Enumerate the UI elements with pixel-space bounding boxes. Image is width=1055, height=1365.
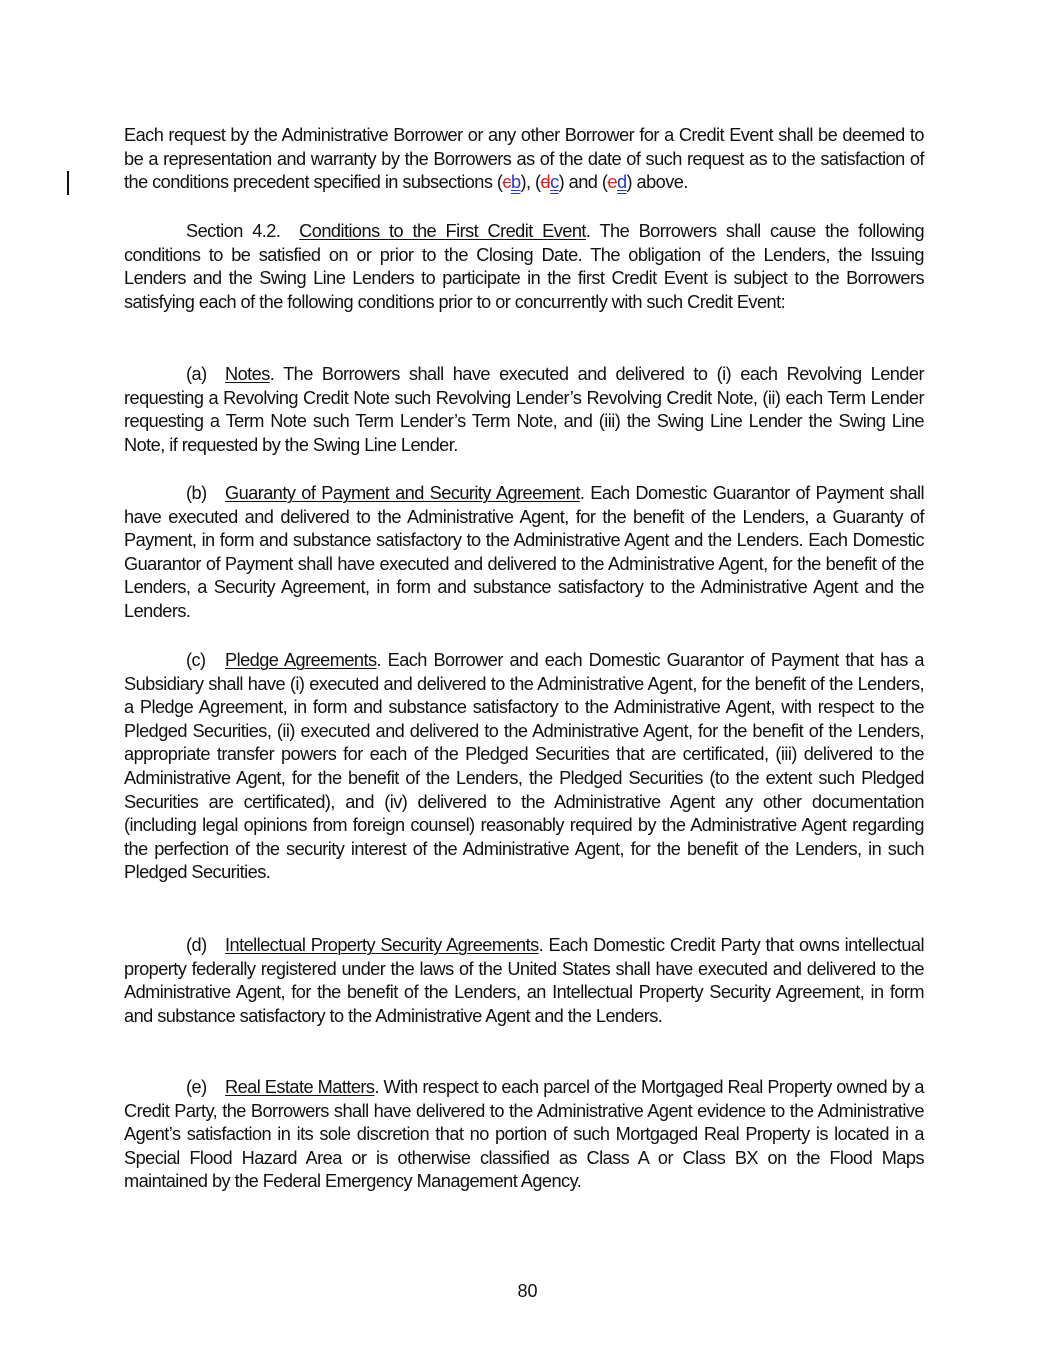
subsection-body: . With respect to each parcel of the Mortgaged Real Property owned by a Credit Party, the Borrowers shall have delivered to the Administrative Agent evidence to the Administrative Agent’s satisfaction in its sole discretion that no portion of such Mortgaged Real Property is located in a Special Flood Hazard Area or is otherwise classified as Class A or Class BX on the Flood Maps maintained by the Federal Emergency Management Agency.	[124, 1077, 924, 1192]
subsection-heading: Real Estate Matters	[225, 1077, 375, 1097]
subsection-body: . Each Domestic Credit Party that owns intellectual property federally registered under the laws of the United States shall have executed and delivered to the Administrative Agent, for the benefit of the Lenders, an Intellectual Property Security Agreement, in form and substance satisfactory to the Administrative Agent and the Lenders.	[124, 935, 924, 1026]
revision-change-bar	[67, 171, 69, 195]
intro-text: ), (	[520, 172, 541, 193]
subsection-heading: Intellectual Property Security Agreements	[225, 935, 539, 955]
subsection-heading: Notes	[225, 364, 270, 384]
deleted-text: e	[607, 172, 617, 193]
intro-text: ) and (	[558, 172, 608, 193]
page-number: 80	[517, 1281, 538, 1301]
intro-paragraph	[124, 124, 924, 195]
section-title: Conditions to the First Credit Event	[299, 221, 586, 241]
intro-text: ) above.	[626, 172, 688, 193]
subsection-body: . Each Domestic Guarantor of Payment shall have executed and delivered to the Administrative Agent, for the benefit of the Lenders, a Guaranty of Payment, in form and substance satisfactory to the Administrative Agent and the Lenders. Each Domestic Guarantor of Payment shall have executed and delivered to the Administrative Agent, for the benefit of the Lenders, a Security Agreement, in form and substance satisfactory to the Administrative Agent and the Lenders.	[124, 483, 924, 621]
subsection-label: (a)	[186, 364, 207, 384]
subsection-label: (d)	[186, 935, 207, 955]
section-number: Section 4.2.	[186, 221, 281, 241]
subsection-label: (c)	[186, 650, 206, 670]
section-body: The Borrowers shall cause the following conditions to be satisfied on or prior to the Closing Date. The obligation of the Lenders, the Issuing Lenders and the Swing Line Lenders to participate in the first Credit Event is subject to the Borrowers satisfying each of the following conditions prior to or concurrently with such Credit Event:	[124, 221, 925, 312]
subsection-e	[124, 1076, 924, 1194]
deleted-text: c	[502, 172, 511, 193]
subsection-c	[124, 649, 924, 885]
inserted-text: b	[510, 172, 521, 193]
subsection-body: . The Borrowers shall have executed and delivered to (i) each Revolving Lender requesting a Revolving Credit Note such Revolving Lender’s Revolving Credit Note, (ii) each Term Lender requesting a Term Note such Term Lender’s Term Note, and (iii) the Swing Line Lender the Swing Line Note, if requested by the Swing Line Lender.	[124, 364, 924, 455]
subsection-label: (b)	[186, 483, 207, 503]
section-4-2-paragraph	[124, 220, 924, 314]
subsection-heading: Pledge Agreements	[225, 650, 377, 670]
intro-text: Each request by the Administrative Borrower or any other Borrower for a Credit Event shall be deemed to be a representation and warranty by the Borrowers as of the date of such request as to the satisfaction of the conditions precedent specified in subsections (	[124, 125, 924, 193]
section-title-punct: .	[585, 221, 591, 241]
deleted-text: d	[540, 172, 551, 193]
subsection-b	[124, 482, 924, 624]
inserted-text: c	[550, 172, 559, 193]
subsection-label: (e)	[186, 1077, 207, 1097]
subsection-a	[124, 363, 924, 457]
subsection-body: . Each Borrower and each Domestic Guarantor of Payment that has a Subsidiary shall have (i) executed and delivered to the Administrative Agent, for the benefit of the Lenders, a Pledge Agreement, in form and substance satisfactory to the Administrative Agent, with respect to the Pledged Securities, (ii) executed and delivered to the Administrative Agent, for the benefit of the Lenders, appropriate transfer powers for each of the Pledged Securities that are certificated, (iii) delivered to the Administrative Agent, for the benefit of the Lenders, the Pledged Securities (to the extent such Pledged Securities are certificated), and (iv) delivered to the Administrative Agent any other documentation (including legal opinions from foreign counsel) reasonably required by the Administrative Agent regarding the perfection of the security interest of the Administrative Agent, for the benefit of the Lenders, in such Pledged Securities.	[124, 650, 924, 883]
inserted-text: d	[616, 172, 627, 193]
subsection-d	[124, 934, 924, 1028]
subsection-heading: Guaranty of Payment and Security Agreement	[225, 483, 580, 503]
